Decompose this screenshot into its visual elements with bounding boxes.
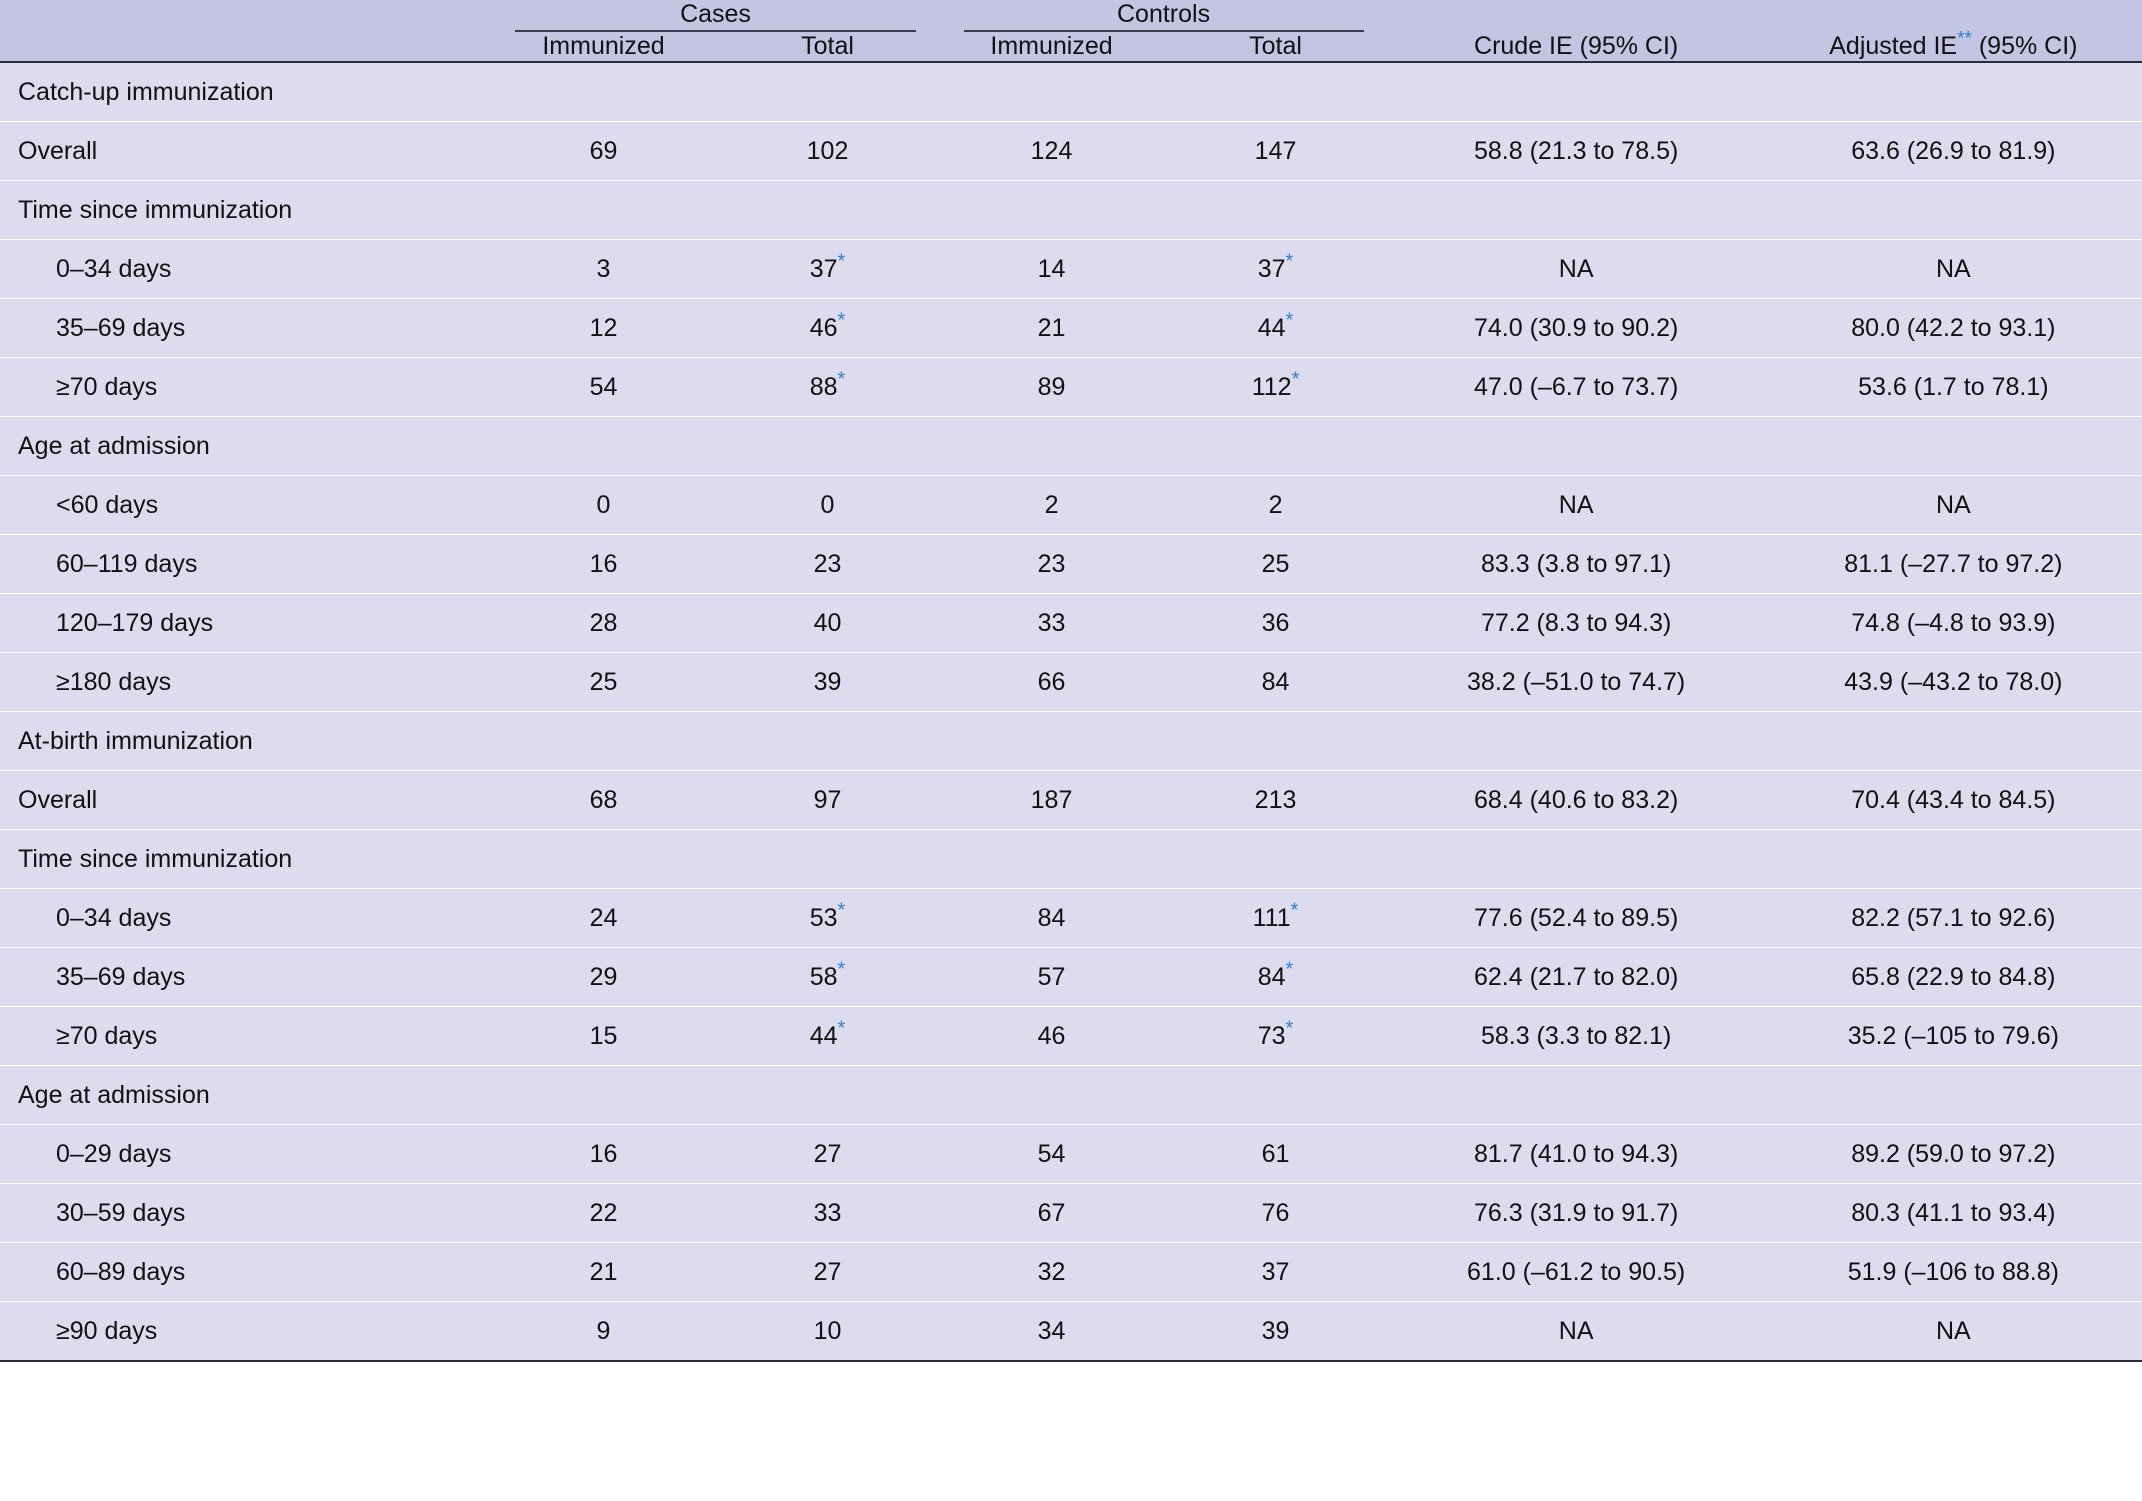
cell-cases-immunized (491, 889, 715, 948)
table-row (0, 948, 2142, 1007)
cell-cases-immunized-value: 22 (589, 1198, 618, 1227)
section-label: Age at admission (0, 1066, 2142, 1125)
cell-crude-ie-value: 77.2 (8.3 to 94.3) (1480, 608, 1672, 637)
row-label: 0–34 days (0, 240, 491, 299)
cell-controls-immunized-value: 187 (1030, 785, 1073, 814)
row-label: <60 days (0, 476, 491, 535)
cell-adjusted-ie (1765, 299, 2142, 358)
cell-controls-total-value: 37 (1261, 1257, 1290, 1286)
section-label: Catch-up immunization (0, 62, 2142, 122)
cell-cases-total-value: 27 (813, 1139, 842, 1168)
cell-controls-total (1164, 476, 1388, 535)
footnote-marker-icon: * (837, 899, 846, 922)
cell-cases-immunized-value: 15 (589, 1021, 618, 1050)
cell-cases-total-value: 40 (813, 608, 842, 637)
cell-controls-total (1164, 1007, 1388, 1066)
header-col-crude-ie: Crude IE (95% CI) (1388, 32, 1765, 61)
cell-crude-ie-value: 38.2 (–51.0 to 74.7) (1467, 667, 1686, 696)
cell-cases-immunized-value: 0 (596, 490, 611, 519)
header-spacer-crude (1388, 0, 1765, 29)
cell-cases-total (716, 771, 940, 830)
cell-adjusted-ie (1765, 476, 2142, 535)
table-row (0, 771, 2142, 830)
cell-adjusted-ie-value: 65.8 (22.9 to 84.8) (1851, 962, 2056, 991)
cell-controls-immunized (940, 358, 1164, 417)
table-row (0, 594, 2142, 653)
cell-crude-ie-value: NA (1558, 490, 1594, 519)
header-col-controls-total: Total (1164, 32, 1388, 61)
cell-cases-total-value: 88 (809, 372, 838, 401)
cell-crude-ie-value: 58.3 (3.3 to 82.1) (1480, 1021, 1672, 1050)
footnote-marker-icon: * (837, 250, 846, 273)
table-row (0, 653, 2142, 712)
footnote-marker-icon: * (837, 368, 846, 391)
cell-cases-immunized (491, 1184, 715, 1243)
cell-cases-total-value: 53 (809, 903, 838, 932)
cell-cases-immunized-value: 25 (589, 667, 618, 696)
cell-adjusted-ie (1765, 1302, 2142, 1362)
cell-controls-immunized (940, 122, 1164, 181)
cell-cases-immunized (491, 653, 715, 712)
cell-cases-total-value: 58 (809, 962, 838, 991)
cell-controls-total (1164, 653, 1388, 712)
cell-adjusted-ie-value: 35.2 (–105 to 79.6) (1847, 1021, 2059, 1050)
cell-adjusted-ie (1765, 535, 2142, 594)
cell-adjusted-ie (1765, 771, 2142, 830)
cell-controls-immunized (940, 889, 1164, 948)
cell-cases-immunized-value: 28 (589, 608, 618, 637)
cell-controls-total (1164, 1125, 1388, 1184)
row-label: 35–69 days (0, 299, 491, 358)
cell-controls-total-value: 84 (1257, 962, 1286, 991)
table-section-row (0, 1066, 2142, 1125)
section-label: Age at admission (0, 417, 2142, 476)
cell-crude-ie-value: 77.6 (52.4 to 89.5) (1473, 903, 1679, 932)
header-spacer-adjusted (1765, 0, 2142, 29)
cell-controls-total-value: 2 (1268, 490, 1283, 519)
cell-controls-total (1164, 1302, 1388, 1362)
cell-crude-ie (1388, 653, 1765, 712)
cell-adjusted-ie-value: NA (1936, 490, 1971, 519)
cell-controls-total-value: 213 (1254, 785, 1297, 814)
cell-controls-total-value: 39 (1261, 1316, 1290, 1345)
footnote-marker-icon: * (837, 958, 846, 981)
cell-controls-immunized-value: 32 (1037, 1257, 1066, 1286)
cell-controls-immunized (940, 1007, 1164, 1066)
cell-crude-ie-value: 74.0 (30.9 to 90.2) (1473, 313, 1679, 342)
cell-cases-immunized-value: 54 (589, 372, 618, 401)
cell-controls-total (1164, 889, 1388, 948)
table-row (0, 476, 2142, 535)
cell-cases-total (716, 594, 940, 653)
cell-controls-total (1164, 299, 1388, 358)
cell-cases-total-value: 97 (813, 785, 842, 814)
header-spacer (0, 0, 491, 29)
row-label: Overall (0, 122, 491, 181)
cell-controls-total-value: 25 (1261, 549, 1290, 578)
cell-adjusted-ie (1765, 240, 2142, 299)
cell-cases-immunized (491, 771, 715, 830)
cell-cases-immunized (491, 948, 715, 1007)
table-body (0, 62, 2142, 1361)
row-label: 60–89 days (0, 1243, 491, 1302)
cell-cases-total (716, 299, 940, 358)
cell-cases-total (716, 358, 940, 417)
cell-controls-total (1164, 771, 1388, 830)
cell-cases-total (716, 1184, 940, 1243)
cell-adjusted-ie (1765, 358, 2142, 417)
cell-controls-immunized-value: 66 (1037, 667, 1066, 696)
cell-crude-ie (1388, 594, 1765, 653)
cell-controls-total (1164, 1243, 1388, 1302)
cell-cases-immunized-value: 9 (596, 1316, 611, 1345)
table-row (0, 299, 2142, 358)
cell-cases-immunized (491, 1302, 715, 1362)
cell-controls-immunized (940, 948, 1164, 1007)
cell-crude-ie (1388, 1184, 1765, 1243)
cell-adjusted-ie-value: 70.4 (43.4 to 84.5) (1851, 785, 2056, 814)
cell-cases-total (716, 1125, 940, 1184)
footnote-marker-icon: * (837, 1017, 846, 1040)
cell-controls-total (1164, 948, 1388, 1007)
cell-crude-ie (1388, 1125, 1765, 1184)
cell-controls-immunized (940, 535, 1164, 594)
cell-crude-ie-value: 47.0 (–6.7 to 73.7) (1473, 372, 1679, 401)
cell-controls-immunized (940, 1302, 1164, 1362)
cell-controls-total-value: 112 (1251, 372, 1292, 401)
cell-cases-total (716, 1302, 940, 1362)
cell-controls-total-value: 73 (1257, 1021, 1286, 1050)
cell-cases-total-value: 39 (813, 667, 842, 696)
cell-crude-ie-value: 83.3 (3.8 to 97.1) (1480, 549, 1672, 578)
header-column-row (0, 32, 2142, 61)
cell-cases-total-value: 37 (809, 254, 838, 283)
header-col-label (0, 32, 491, 61)
cell-controls-immunized-value: 84 (1037, 903, 1066, 932)
cell-cases-total-value: 46 (809, 313, 838, 342)
table-row (0, 1243, 2142, 1302)
table-row (0, 535, 2142, 594)
cell-adjusted-ie (1765, 1243, 2142, 1302)
cell-cases-total-value: 44 (809, 1021, 838, 1050)
cell-controls-immunized-value: 34 (1037, 1316, 1066, 1345)
cell-cases-immunized (491, 122, 715, 181)
cell-controls-immunized-value: 89 (1037, 372, 1066, 401)
table-row (0, 1302, 2142, 1362)
cell-crude-ie (1388, 1007, 1765, 1066)
row-label: 35–69 days (0, 948, 491, 1007)
footnote-marker-icon: ** (1957, 28, 1972, 50)
cell-controls-immunized (940, 240, 1164, 299)
cell-cases-immunized-value: 12 (589, 313, 618, 342)
cell-controls-immunized (940, 476, 1164, 535)
cell-adjusted-ie-value: NA (1936, 254, 1971, 283)
cell-adjusted-ie-value: 53.6 (1.7 to 78.1) (1858, 372, 2049, 401)
cell-adjusted-ie (1765, 948, 2142, 1007)
header-group-controls-label: Controls (1116, 0, 1211, 28)
cell-controls-immunized (940, 1125, 1164, 1184)
cell-crude-ie-value: NA (1558, 1316, 1594, 1345)
cell-crude-ie-value: 62.4 (21.7 to 82.0) (1473, 962, 1679, 991)
cell-controls-total (1164, 594, 1388, 653)
cell-controls-immunized (940, 1184, 1164, 1243)
cell-adjusted-ie (1765, 889, 2142, 948)
row-label: ≥70 days (0, 1007, 491, 1066)
cell-cases-immunized-value: 24 (589, 903, 618, 932)
cell-controls-immunized-value: 54 (1037, 1139, 1066, 1168)
table-header (0, 0, 2142, 62)
cell-controls-total-value: 147 (1254, 136, 1297, 165)
cell-cases-immunized (491, 1243, 715, 1302)
header-group-controls (940, 0, 1388, 29)
cell-crude-ie (1388, 240, 1765, 299)
cell-adjusted-ie-value: 89.2 (59.0 to 97.2) (1851, 1139, 2056, 1168)
cell-adjusted-ie-value: 74.8 (–4.8 to 93.9) (1851, 608, 2056, 637)
row-label: 120–179 days (0, 594, 491, 653)
cell-adjusted-ie (1765, 122, 2142, 181)
cell-controls-total (1164, 122, 1388, 181)
header-col-adjusted-ie (1765, 28, 2142, 61)
cell-controls-immunized-value: 46 (1037, 1021, 1066, 1050)
row-label: 30–59 days (0, 1184, 491, 1243)
cell-crude-ie (1388, 476, 1765, 535)
header-group-row (0, 0, 2142, 29)
cell-controls-total (1164, 1184, 1388, 1243)
cell-controls-total-value: 36 (1261, 608, 1290, 637)
header-group-cases-label: Cases (680, 0, 751, 28)
cell-adjusted-ie-value: 80.3 (41.1 to 93.4) (1851, 1198, 2056, 1227)
cell-controls-total-value: 84 (1261, 667, 1290, 696)
cell-cases-total-value: 23 (813, 549, 842, 578)
cell-controls-immunized (940, 1243, 1164, 1302)
cell-crude-ie (1388, 771, 1765, 830)
cell-controls-immunized (940, 771, 1164, 830)
cell-crude-ie-value: 68.4 (40.6 to 83.2) (1473, 785, 1679, 814)
header-col-controls-immunized: Immunized (940, 32, 1164, 61)
cell-adjusted-ie (1765, 1125, 2142, 1184)
row-label: ≥70 days (0, 358, 491, 417)
cell-controls-immunized-value: 67 (1037, 1198, 1066, 1227)
cell-cases-immunized (491, 1125, 715, 1184)
cell-cases-total (716, 1007, 940, 1066)
cell-crude-ie (1388, 358, 1765, 417)
cell-crude-ie-value: 76.3 (31.9 to 91.7) (1473, 1198, 1679, 1227)
table-section-row (0, 417, 2142, 476)
footnote-marker-icon: * (1291, 368, 1300, 391)
cell-cases-immunized-value: 68 (589, 785, 618, 814)
cell-cases-total-value: 27 (813, 1257, 842, 1286)
table-row (0, 1007, 2142, 1066)
cell-controls-immunized-value: 33 (1037, 608, 1066, 637)
cell-controls-immunized (940, 299, 1164, 358)
cell-controls-total (1164, 358, 1388, 417)
footnote-marker-icon: * (1285, 309, 1294, 332)
cell-controls-immunized-value: 124 (1030, 136, 1073, 165)
cell-cases-total-value: 33 (813, 1198, 842, 1227)
table-row (0, 1184, 2142, 1243)
cell-cases-immunized-value: 16 (589, 1139, 618, 1168)
cell-crude-ie (1388, 889, 1765, 948)
cell-adjusted-ie (1765, 594, 2142, 653)
row-label: 0–29 days (0, 1125, 491, 1184)
header-adjusted-text: Adjusted IE (1829, 32, 1958, 60)
cell-adjusted-ie-value: 43.9 (–43.2 to 78.0) (1844, 667, 2063, 696)
cell-controls-total (1164, 240, 1388, 299)
footnote-marker-icon: * (1285, 250, 1294, 273)
cell-cases-immunized-value: 3 (596, 254, 611, 283)
cell-cases-immunized (491, 240, 715, 299)
cell-crude-ie-value: 61.0 (–61.2 to 90.5) (1467, 1257, 1686, 1286)
cell-crude-ie (1388, 535, 1765, 594)
row-label: 60–119 days (0, 535, 491, 594)
table-row (0, 122, 2142, 181)
cell-cases-immunized (491, 535, 715, 594)
cell-controls-total-value: 44 (1257, 313, 1286, 342)
cell-adjusted-ie-value: 82.2 (57.1 to 92.6) (1851, 903, 2056, 932)
section-label: Time since immunization (0, 181, 2142, 240)
table-section-row (0, 830, 2142, 889)
cell-adjusted-ie (1765, 653, 2142, 712)
cell-controls-immunized (940, 594, 1164, 653)
row-label: 0–34 days (0, 889, 491, 948)
cell-cases-total (716, 889, 940, 948)
footnote-marker-icon: * (1285, 958, 1294, 981)
footnote-marker-icon: * (1290, 899, 1299, 922)
cell-crude-ie-value: 58.8 (21.3 to 78.5) (1473, 136, 1679, 165)
cell-crude-ie (1388, 299, 1765, 358)
cell-cases-immunized (491, 594, 715, 653)
row-label: ≥180 days (0, 653, 491, 712)
cell-adjusted-ie (1765, 1184, 2142, 1243)
cell-crude-ie-value: NA (1558, 254, 1594, 283)
cell-cases-immunized (491, 476, 715, 535)
footnote-marker-icon: * (837, 309, 846, 332)
table-row (0, 889, 2142, 948)
cell-cases-total (716, 948, 940, 1007)
section-label: Time since immunization (0, 830, 2142, 889)
table-section-row (0, 62, 2142, 122)
cell-cases-total-value: 102 (806, 136, 849, 165)
cell-controls-immunized-value: 23 (1037, 549, 1066, 578)
cell-controls-immunized-value: 14 (1037, 254, 1066, 283)
cell-controls-immunized-value: 57 (1037, 962, 1066, 991)
cell-cases-total (716, 240, 940, 299)
table-section-row (0, 181, 2142, 240)
cell-cases-total (716, 535, 940, 594)
cell-controls-total-value: 111 (1252, 903, 1291, 932)
cell-cases-total (716, 476, 940, 535)
cell-controls-immunized (940, 653, 1164, 712)
header-col-cases-total: Total (716, 32, 940, 61)
cell-cases-immunized-value: 29 (589, 962, 618, 991)
cell-controls-immunized-value: 2 (1044, 490, 1059, 519)
cell-cases-total (716, 122, 940, 181)
cell-controls-total (1164, 535, 1388, 594)
cell-cases-immunized (491, 1007, 715, 1066)
cell-crude-ie-value: 81.7 (41.0 to 94.3) (1473, 1139, 1679, 1168)
cell-cases-immunized-value: 69 (589, 136, 618, 165)
cell-crude-ie (1388, 1302, 1765, 1362)
cell-adjusted-ie-value: NA (1936, 1316, 1971, 1345)
cell-cases-immunized (491, 299, 715, 358)
cell-cases-total (716, 1243, 940, 1302)
header-group-cases (491, 0, 939, 29)
row-label: Overall (0, 771, 491, 830)
cell-adjusted-ie-value: 81.1 (–27.7 to 97.2) (1844, 549, 2063, 578)
table-row (0, 1125, 2142, 1184)
cell-cases-total-value: 0 (820, 490, 835, 519)
cell-controls-total-value: 76 (1261, 1198, 1290, 1227)
table-row (0, 358, 2142, 417)
cell-controls-total-value: 37 (1257, 254, 1286, 283)
footnote-marker-icon: * (1285, 1017, 1294, 1040)
cell-cases-immunized-value: 16 (589, 549, 618, 578)
cell-cases-immunized (491, 358, 715, 417)
cell-cases-total-value: 10 (813, 1316, 842, 1345)
table-section-row (0, 712, 2142, 771)
cell-crude-ie (1388, 948, 1765, 1007)
row-label: ≥90 days (0, 1302, 491, 1362)
cell-cases-immunized-value: 21 (589, 1257, 618, 1286)
cell-adjusted-ie-value: 63.6 (26.9 to 81.9) (1851, 136, 2056, 165)
cell-crude-ie (1388, 1243, 1765, 1302)
section-label: At-birth immunization (0, 712, 2142, 771)
header-col-cases-immunized: Immunized (491, 32, 715, 61)
cell-adjusted-ie (1765, 1007, 2142, 1066)
cell-adjusted-ie-value: 51.9 (–106 to 88.8) (1847, 1257, 2059, 1286)
table-row (0, 240, 2142, 299)
cell-controls-total-value: 61 (1261, 1139, 1290, 1168)
cell-adjusted-ie-value: 80.0 (42.2 to 93.1) (1851, 313, 2056, 342)
cell-controls-immunized-value: 21 (1037, 313, 1066, 342)
header-adjusted-suffix: (95% CI) (1971, 32, 2078, 60)
cell-crude-ie (1388, 122, 1765, 181)
cell-cases-total (716, 653, 940, 712)
